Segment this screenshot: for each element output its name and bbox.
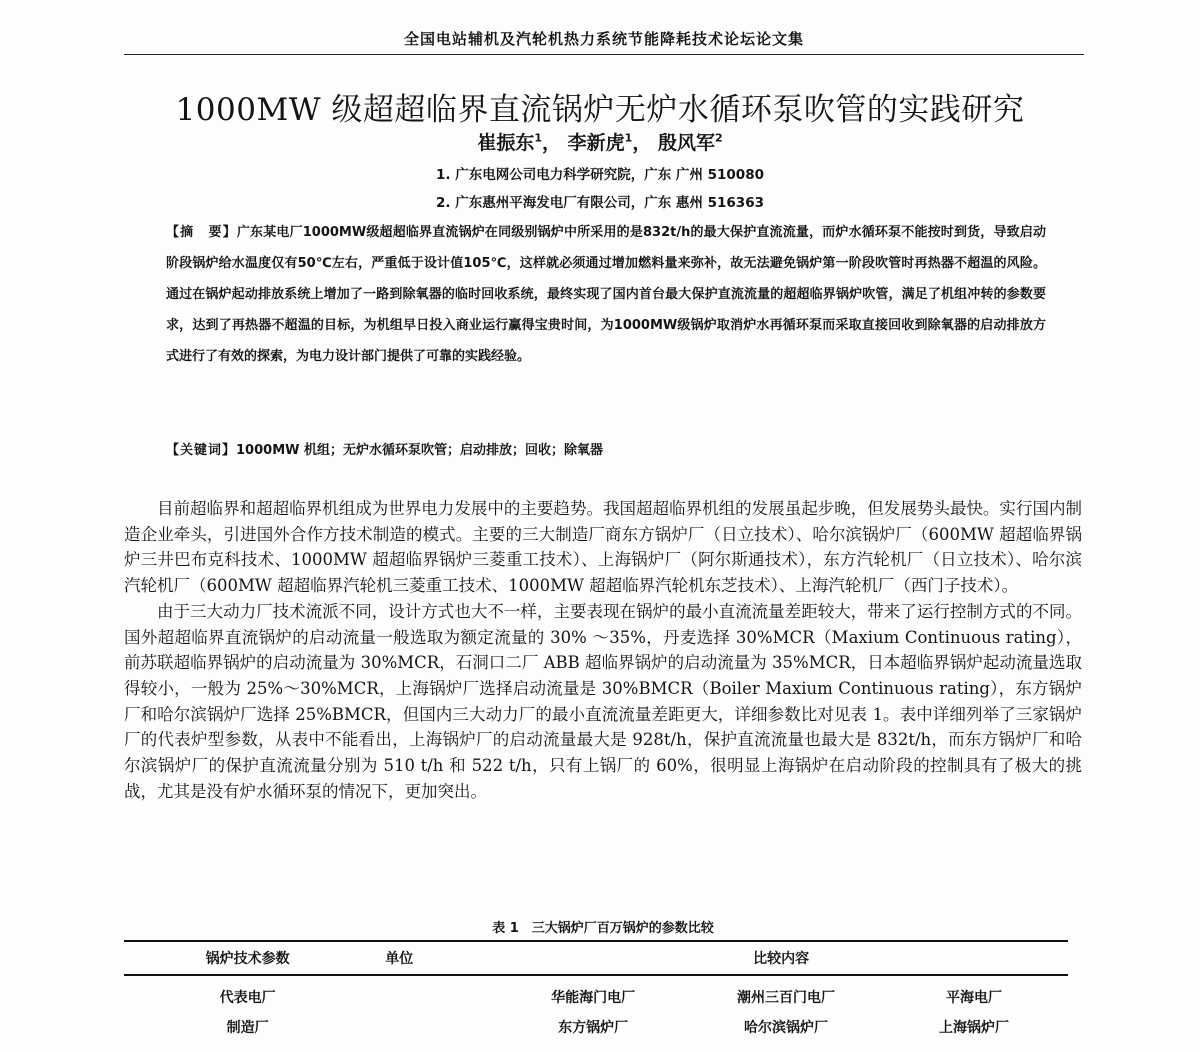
keywords-text: 1000MW 机组；无炉水循环泵吹管；启动排放；回收；除氧器 — [236, 443, 603, 458]
author-separator: ， — [542, 132, 562, 154]
table-cell: 上海锅炉厂 — [939, 1020, 1009, 1036]
table-cell: 华能海门电厂 — [551, 990, 636, 1006]
table-cell: 制造厂 — [226, 1020, 269, 1036]
table-cell: 哈尔滨锅炉厂 — [744, 1020, 829, 1036]
table-row — [124, 1012, 1068, 1042]
author-separator: ， — [632, 132, 652, 154]
body-text — [124, 496, 1082, 804]
table-cell: 代表电厂 — [219, 990, 276, 1006]
abstract-text: 广东某电厂1000MW级超超临界直流锅炉在同级别锅炉中所采用的是832t/h的最大保护直流流量，而炉水循环泵不能按时到货，导致启动阶段锅炉给水温度仅有50℃左右，严重低于设计值105℃，这样就必须通过增加燃料量来弥补，故无法避免锅炉第一阶段吹管时再热器不超温的风险。通过在锅炉起动排放系统上增加了一路到除氧器的临时回收系统，最终实现了国内首台最大保护直流流量的超超临界锅炉吹管，满足了机组冲转的参数要求，达到了再热器不超温的目标，为机组早日投入商业运行赢得宝贵时间，为1000MW级锅炉取消炉水再循环泵而采取直接回收到除氧器的启动排放方式进行了有效的探索，为电力设计部门提供了可靠的实践经验。 — [166, 225, 1046, 364]
paper-title: 1000MW 级超超临界直流锅炉无炉水循环泵吹管的实践研究 — [175, 92, 1025, 128]
table-header-cell: 锅炉技术参数 — [205, 951, 290, 967]
table-cell — [371, 1012, 494, 1042]
keywords — [166, 439, 1046, 458]
keywords-label: 【关键词】 — [166, 443, 237, 458]
affiliation-1: 1. 广东电网公司电力科学研究院，广东 广州 510080 — [436, 167, 764, 183]
running-header: 全国电站辅机及汽轮机热力系统节能降耗技术论坛论文集 — [403, 30, 804, 48]
author-affiliation-mark: 2 — [714, 131, 723, 145]
affiliation-2: 2. 广东惠州平海发电厂有限公司，广东 惠州 516363 — [436, 195, 764, 211]
parameter-table — [124, 940, 1068, 1042]
body-paragraph: 由于三大动力厂技术流派不同，设计方式也大不一样，主要表现在锅炉的最小直流流量差距较大，带来了运行控制方式的不同。国外超超临界直流锅炉的启动流量一般选取为额定流量的 30% ～35%，丹麦选择 30%MCR（Maxium Continuous rating），前苏联超临界锅炉的启动流量为 30%MCR，石洞口二厂 ABB 超临界锅炉的启动流量为 35%MCR，日本超临界锅炉起动流量选取得较小，一般为 25%～30%MCR，上海锅炉厂选择启动流量是 30%BMCR（Boiler Maxium Continuous rating），东方锅炉厂和哈尔滨锅炉厂选择 25%BMCR，但国内三大动力厂的最小直流流量差距更大，详细参数比对见表 1。表中详细列举了三家锅炉厂的代表炉型参数，从表中不能看出，上海锅炉厂的启动流量最大是 928t/h，保护直流流量也最大是 832t/h，而东方锅炉厂和哈尔滨锅炉厂的保护直流流量分别为 510 t/h 和 522 t/h，只有上锅厂的 60%，很明显上海锅炉在启动阶段的控制具有了极大的挑战，尤其是没有炉水循环泵的情况下，更加突出。 — [124, 601, 1082, 801]
table-row — [124, 975, 1068, 1012]
author-name: 殷风军 — [657, 132, 715, 154]
abstract — [166, 217, 1046, 372]
table-header-cell: 单位 — [385, 951, 414, 967]
table-header-row — [124, 941, 1068, 975]
author-name: 崔振东 — [477, 132, 535, 154]
table-header-cell: 比较内容 — [753, 951, 810, 967]
author-name: 李新虎 — [567, 132, 625, 154]
abstract-label: 【摘 要】 — [166, 225, 237, 240]
author-list — [300, 128, 900, 155]
table-cell: 潮州三百门电厂 — [737, 990, 836, 1006]
table-cell — [371, 975, 494, 1012]
header-rule — [124, 54, 1084, 55]
table-cell: 东方锅炉厂 — [558, 1020, 629, 1036]
table-caption: 表 1 三大锅炉厂百万锅炉的参数比较 — [492, 921, 714, 936]
author-affiliation-mark: 1 — [534, 131, 543, 145]
body-paragraph: 目前超临界和超超临界机组成为世界电力发展中的主要趋势。我国超超临界机组的发展虽起步晚，但发展势头最快。实行国内制造企业牵头，引进国外合作方技术制造的模式。主要的三大制造厂商东方锅炉厂（日立技术）、哈尔滨锅炉厂（600MW 超超临界锅炉三井巴布克科技术、1000MW 超超临界锅炉三菱重工技术）、上海锅炉厂（阿尔斯通技术），东方汽轮机厂（日立技术）、哈尔滨汽轮机厂（600MW 超超临界汽轮机三菱重工技术、1000MW 超超临界汽轮机东芝技术）、上海汽轮机厂（西门子技术）。 — [124, 499, 1082, 596]
table-cell: 平海电厂 — [946, 990, 1002, 1006]
author-affiliation-mark: 1 — [624, 131, 633, 145]
